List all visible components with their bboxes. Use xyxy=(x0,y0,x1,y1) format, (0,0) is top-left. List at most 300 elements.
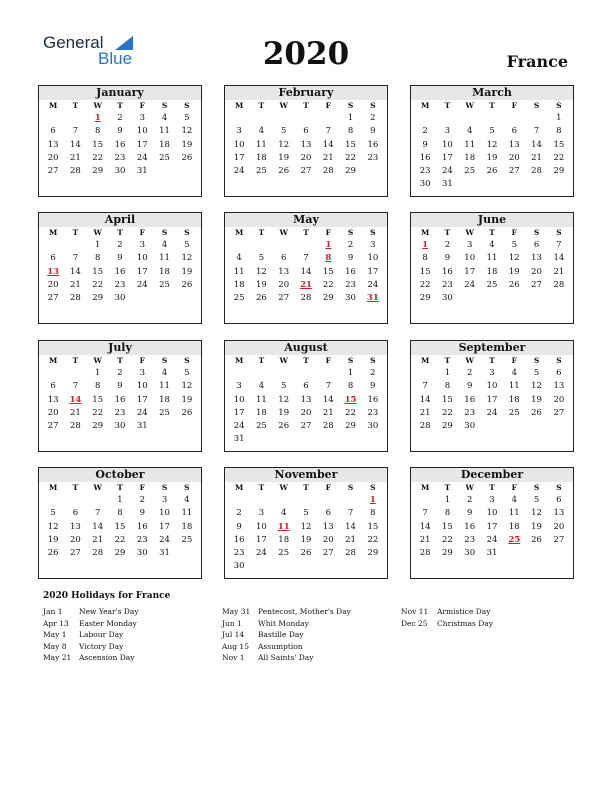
holiday-date-cell: 1 xyxy=(325,240,332,250)
weekday-label: T xyxy=(117,483,123,492)
weekday-label: F xyxy=(511,228,517,237)
date-cell: 20 xyxy=(531,266,542,277)
date-cell: 7 xyxy=(533,126,540,137)
date-cell: 12 xyxy=(531,508,542,519)
empty-date-cell xyxy=(176,165,198,178)
date-cell: 23 xyxy=(114,279,126,290)
date-cell: 25 xyxy=(486,279,498,290)
date-cell: 23 xyxy=(442,279,453,290)
empty-date-cell xyxy=(42,494,64,507)
date-cell: 9 xyxy=(347,253,354,264)
date-cell: 26 xyxy=(531,534,542,545)
date-cell: 29 xyxy=(114,548,126,559)
week-row xyxy=(411,547,573,560)
empty-date-cell xyxy=(295,239,317,252)
date-cell: 17 xyxy=(367,266,379,277)
weekday-label: F xyxy=(139,483,145,492)
date-cell: 8 xyxy=(94,126,101,137)
date-cell: 28 xyxy=(531,166,542,177)
date-cell: 18 xyxy=(233,279,245,290)
weekday-label: W xyxy=(465,101,474,110)
date-cell: 17 xyxy=(159,521,170,532)
week-row xyxy=(225,165,387,178)
weekday-header-row xyxy=(39,355,201,367)
date-cell: 28 xyxy=(419,421,431,432)
week-row xyxy=(39,380,201,393)
date-cell: 19 xyxy=(181,139,193,150)
date-cell: 16 xyxy=(464,521,476,532)
holiday-date: Jan 1 xyxy=(43,607,63,616)
date-cell: 26 xyxy=(181,152,193,163)
week-row xyxy=(411,139,573,152)
date-cell: 16 xyxy=(464,394,476,405)
holiday-date-cell: 8 xyxy=(325,253,332,264)
date-cell: 20 xyxy=(508,152,520,163)
weekday-header-row xyxy=(411,355,573,367)
date-cell: 16 xyxy=(136,521,148,532)
holiday-date: May 1 xyxy=(43,630,67,639)
date-cell: 26 xyxy=(278,166,290,177)
holiday-list-item xyxy=(43,641,213,653)
date-cell: 29 xyxy=(345,166,356,177)
empty-date-cell xyxy=(362,560,384,573)
holiday-date-cell: 1 xyxy=(422,240,429,250)
date-cell: 7 xyxy=(422,508,428,519)
empty-date-cell xyxy=(64,112,86,125)
date-cell: 25 xyxy=(256,166,267,177)
date-cell: 3 xyxy=(139,240,145,250)
date-cell: 30 xyxy=(114,293,126,304)
holiday-list-item xyxy=(401,606,571,618)
holiday-list-item xyxy=(43,652,213,664)
month-title: July xyxy=(39,341,201,355)
holiday-list-item xyxy=(43,606,213,618)
weekday-label: F xyxy=(325,228,331,237)
weekday-label: M xyxy=(420,228,430,237)
date-cell: 21 xyxy=(345,534,356,545)
holiday-name: Christmas Day xyxy=(437,618,493,628)
weekday-label: M xyxy=(420,101,430,110)
date-cell: 23 xyxy=(367,152,379,163)
date-cell: 30 xyxy=(114,166,126,177)
date-cell: 19 xyxy=(486,152,498,163)
weekday-label: M xyxy=(48,101,58,110)
date-cell: 5 xyxy=(303,508,309,519)
date-cell: 2 xyxy=(370,368,376,378)
empty-date-cell xyxy=(339,494,361,507)
date-cell: 27 xyxy=(300,421,312,432)
date-cell: 26 xyxy=(300,548,312,559)
date-cell: 2 xyxy=(117,113,123,123)
holiday-date: Apr 13 xyxy=(43,618,69,628)
date-cell: 2 xyxy=(347,240,354,250)
date-cell: 9 xyxy=(236,521,242,532)
holiday-date: May 8 xyxy=(43,641,67,651)
empty-date-cell xyxy=(317,560,339,573)
date-cell: 14 xyxy=(70,266,81,277)
date-cell: 7 xyxy=(325,381,331,392)
date-cell: 28 xyxy=(322,421,334,432)
weekday-label: S xyxy=(184,483,190,492)
date-cell: 13 xyxy=(70,521,81,532)
empty-date-cell xyxy=(414,367,436,380)
weekday-label: T xyxy=(444,101,451,110)
date-cell: 20 xyxy=(322,534,334,545)
empty-date-cell xyxy=(459,292,481,305)
empty-date-cell xyxy=(273,367,295,380)
date-cell: 20 xyxy=(300,152,312,163)
weekday-label: S xyxy=(556,483,562,492)
date-cell: 19 xyxy=(531,394,542,405)
date-cell: 28 xyxy=(419,548,431,559)
date-cell: 27 xyxy=(70,548,81,559)
empty-date-cell xyxy=(42,239,64,252)
week-row xyxy=(411,152,573,165)
date-cell: 8 xyxy=(444,508,451,519)
week-row xyxy=(39,394,201,407)
week-row xyxy=(225,152,387,165)
date-cell: 18 xyxy=(486,266,498,277)
week-row xyxy=(225,407,387,420)
date-cell: 3 xyxy=(139,368,145,378)
date-cell: 25 xyxy=(278,548,290,559)
empty-date-cell xyxy=(295,494,317,507)
weekday-label: S xyxy=(161,483,168,492)
date-cell: 15 xyxy=(92,139,104,150)
date-cell: 30 xyxy=(345,293,356,304)
holiday-list-item xyxy=(222,618,392,630)
date-cell: 12 xyxy=(531,381,542,392)
weekday-label: S xyxy=(347,101,354,110)
empty-date-cell xyxy=(250,433,272,446)
date-cell: 27 xyxy=(553,407,565,418)
empty-date-cell xyxy=(250,367,272,380)
date-cell: 14 xyxy=(553,253,565,264)
empty-date-cell xyxy=(273,239,295,252)
month-calendar-june xyxy=(410,212,574,324)
date-cell: 27 xyxy=(531,279,542,290)
month-title: May xyxy=(225,213,387,227)
date-cell: 19 xyxy=(300,534,312,545)
week-row xyxy=(39,507,201,520)
date-cell: 13 xyxy=(553,381,565,392)
date-cell: 15 xyxy=(345,139,356,150)
week-row xyxy=(225,112,387,125)
date-cell: 24 xyxy=(136,407,148,418)
weekday-label: T xyxy=(303,483,309,492)
date-cell: 6 xyxy=(303,381,309,392)
date-cell: 28 xyxy=(345,548,356,559)
weekday-label: S xyxy=(370,101,376,110)
date-cell: 10 xyxy=(136,253,148,264)
date-cell: 4 xyxy=(258,381,265,392)
date-cell: 9 xyxy=(370,126,376,137)
empty-date-cell xyxy=(362,165,384,178)
date-cell: 25 xyxy=(159,407,170,418)
date-cell: 30 xyxy=(114,421,126,432)
date-cell: 30 xyxy=(367,421,379,432)
month-calendar-may xyxy=(224,212,388,324)
empty-date-cell xyxy=(64,367,86,380)
holiday-name: Labour Day xyxy=(79,630,124,639)
date-cell: 22 xyxy=(442,407,453,418)
empty-date-cell xyxy=(503,112,525,125)
date-cell: 4 xyxy=(161,113,168,123)
weekday-label: W xyxy=(279,228,288,237)
weekday-label: M xyxy=(234,356,244,365)
empty-date-cell xyxy=(176,292,198,305)
date-cell: 7 xyxy=(94,508,101,519)
date-cell: 13 xyxy=(278,266,290,277)
week-row xyxy=(39,279,201,292)
date-cell: 9 xyxy=(117,253,123,264)
month-calendar-july xyxy=(38,340,202,452)
date-cell: 30 xyxy=(442,293,453,304)
week-row xyxy=(225,380,387,393)
weekday-label: M xyxy=(234,101,244,110)
holiday-name: Victory Day xyxy=(79,641,124,651)
date-cell: 21 xyxy=(70,407,81,418)
page-title-year: 2020 xyxy=(262,36,350,72)
date-cell: 12 xyxy=(181,253,193,264)
month-title: February xyxy=(225,86,387,100)
month-title: August xyxy=(225,341,387,355)
weekday-label: S xyxy=(161,101,168,110)
week-row xyxy=(39,521,201,534)
date-cell: 18 xyxy=(278,534,290,545)
date-cell: 27 xyxy=(508,166,520,177)
date-cell: 28 xyxy=(70,293,81,304)
week-row xyxy=(225,433,387,446)
date-cell: 17 xyxy=(136,139,148,150)
date-cell: 2 xyxy=(117,240,123,250)
date-cell: 29 xyxy=(322,293,334,304)
holiday-name: Pentecost, Mother's Day xyxy=(258,607,351,616)
date-cell: 2 xyxy=(444,240,451,250)
date-cell: 20 xyxy=(553,394,565,405)
date-cell: 21 xyxy=(553,266,565,277)
date-cell: 4 xyxy=(184,495,190,505)
date-cell: 24 xyxy=(136,152,148,163)
empty-date-cell xyxy=(64,494,86,507)
month-calendar-october xyxy=(38,467,202,579)
date-cell: 24 xyxy=(233,421,245,432)
date-cell: 28 xyxy=(70,166,81,177)
date-cell: 19 xyxy=(256,279,267,290)
date-cell: 12 xyxy=(278,139,290,150)
empty-date-cell xyxy=(228,367,250,380)
empty-date-cell xyxy=(525,178,547,191)
holiday-name: Assumption xyxy=(258,641,303,651)
week-row xyxy=(39,534,201,547)
date-cell: 3 xyxy=(161,495,168,505)
week-row xyxy=(225,292,387,305)
date-cell: 12 xyxy=(181,381,193,392)
weekday-label: W xyxy=(279,483,288,492)
date-cell: 3 xyxy=(370,240,376,250)
empty-date-cell xyxy=(273,560,295,573)
date-cell: 2 xyxy=(236,508,242,519)
weekday-label: W xyxy=(93,101,102,110)
weekday-label: T xyxy=(303,356,309,365)
date-cell: 19 xyxy=(278,407,290,418)
holiday-name: Bastille Day xyxy=(258,630,304,639)
month-title: December xyxy=(411,468,573,482)
date-cell: 26 xyxy=(256,293,267,304)
week-row xyxy=(39,494,201,507)
week-row xyxy=(411,125,573,138)
date-cell: 9 xyxy=(422,139,428,150)
date-cell: 22 xyxy=(419,279,431,290)
holiday-date: Nov 11 xyxy=(401,607,429,616)
weekday-label: T xyxy=(117,228,123,237)
date-cell: 30 xyxy=(136,548,148,559)
date-cell: 9 xyxy=(117,126,123,137)
week-row xyxy=(411,420,573,433)
date-cell: 15 xyxy=(92,266,104,277)
empty-date-cell xyxy=(273,494,295,507)
date-cell: 5 xyxy=(489,126,495,137)
date-cell: 13 xyxy=(322,521,334,532)
weekday-label: F xyxy=(325,483,331,492)
date-cell: 1 xyxy=(347,113,354,123)
weekday-label: W xyxy=(93,356,102,365)
date-cell: 29 xyxy=(442,548,453,559)
week-row xyxy=(39,125,201,138)
date-cell: 24 xyxy=(464,279,476,290)
holidays-column xyxy=(43,606,213,664)
month-title: June xyxy=(411,213,573,227)
holiday-date: May 31 xyxy=(222,607,251,616)
holiday-list-item xyxy=(222,606,392,618)
date-cell: 16 xyxy=(367,394,379,405)
empty-date-cell xyxy=(525,547,547,560)
weekday-label: M xyxy=(48,356,58,365)
weekday-label: T xyxy=(258,101,265,110)
date-cell: 8 xyxy=(444,381,451,392)
weekday-label: W xyxy=(465,483,474,492)
empty-date-cell xyxy=(481,112,503,125)
date-cell: 25 xyxy=(159,279,170,290)
month-title: September xyxy=(411,341,573,355)
date-cell: 19 xyxy=(531,521,542,532)
date-cell: 20 xyxy=(47,407,59,418)
date-cell: 18 xyxy=(159,266,170,277)
date-cell: 25 xyxy=(181,534,193,545)
date-cell: 24 xyxy=(256,548,267,559)
date-cell: 1 xyxy=(444,368,451,378)
month-calendar-november xyxy=(224,467,388,579)
date-cell: 5 xyxy=(184,240,190,250)
date-cell: 11 xyxy=(256,394,267,405)
date-cell: 19 xyxy=(508,266,520,277)
date-cell: 27 xyxy=(300,166,312,177)
weekday-label: T xyxy=(444,228,451,237)
date-cell: 2 xyxy=(422,126,428,137)
date-cell: 26 xyxy=(508,279,520,290)
date-cell: 16 xyxy=(114,394,126,405)
date-cell: 29 xyxy=(367,548,379,559)
month-calendar-march xyxy=(410,85,574,197)
weekday-header-row xyxy=(39,100,201,112)
date-cell: 14 xyxy=(419,521,431,532)
empty-date-cell xyxy=(436,112,458,125)
week-row xyxy=(411,507,573,520)
date-cell: 16 xyxy=(345,266,356,277)
empty-date-cell xyxy=(228,239,250,252)
date-cell: 20 xyxy=(47,279,59,290)
date-cell: 28 xyxy=(300,293,312,304)
date-cell: 15 xyxy=(553,139,565,150)
holiday-date-cell: 1 xyxy=(369,495,376,505)
week-row xyxy=(225,507,387,520)
date-cell: 11 xyxy=(464,139,476,150)
weekday-label: S xyxy=(370,228,376,237)
date-cell: 17 xyxy=(464,266,476,277)
empty-date-cell xyxy=(459,178,481,191)
date-cell: 6 xyxy=(556,368,562,378)
date-cell: 22 xyxy=(92,279,104,290)
weekday-header-row xyxy=(225,482,387,494)
holiday-date: Jun 1 xyxy=(222,618,242,628)
weekday-label: T xyxy=(303,101,309,110)
empty-date-cell xyxy=(295,560,317,573)
date-cell: 2 xyxy=(117,368,123,378)
empty-date-cell xyxy=(459,112,481,125)
date-cell: 16 xyxy=(367,139,379,150)
date-cell: 28 xyxy=(92,548,104,559)
date-cell: 15 xyxy=(442,394,453,405)
weekday-header-row xyxy=(225,100,387,112)
weekday-label: S xyxy=(556,228,562,237)
weekday-label: T xyxy=(117,356,123,365)
holiday-list-item xyxy=(401,618,571,630)
date-cell: 8 xyxy=(94,253,101,264)
weekday-label: S xyxy=(533,101,540,110)
date-cell: 30 xyxy=(464,548,476,559)
weekday-label: T xyxy=(444,483,451,492)
empty-date-cell xyxy=(414,494,436,507)
date-cell: 22 xyxy=(367,534,379,545)
date-cell: 6 xyxy=(533,240,540,250)
empty-date-cell xyxy=(503,292,525,305)
date-cell: 10 xyxy=(159,508,170,519)
date-cell: 21 xyxy=(70,279,81,290)
date-cell: 25 xyxy=(508,407,520,418)
date-cell: 16 xyxy=(114,266,126,277)
date-cell: 26 xyxy=(181,407,193,418)
date-cell: 19 xyxy=(181,394,193,405)
date-cell: 25 xyxy=(159,152,170,163)
date-cell: 8 xyxy=(347,381,354,392)
date-cell: 10 xyxy=(442,139,453,150)
week-row xyxy=(39,292,201,305)
weekday-label: S xyxy=(184,228,190,237)
date-cell: 17 xyxy=(136,394,148,405)
date-cell: 23 xyxy=(464,407,476,418)
date-cell: 7 xyxy=(347,508,354,519)
empty-date-cell xyxy=(228,494,250,507)
weekday-header-row xyxy=(411,100,573,112)
holiday-date-cell: 1 xyxy=(94,113,101,123)
date-cell: 20 xyxy=(300,407,312,418)
date-cell: 21 xyxy=(322,152,334,163)
weekday-label: M xyxy=(48,483,58,492)
date-cell: 16 xyxy=(419,152,431,163)
date-cell: 14 xyxy=(322,139,334,150)
week-row xyxy=(225,534,387,547)
week-row xyxy=(39,152,201,165)
